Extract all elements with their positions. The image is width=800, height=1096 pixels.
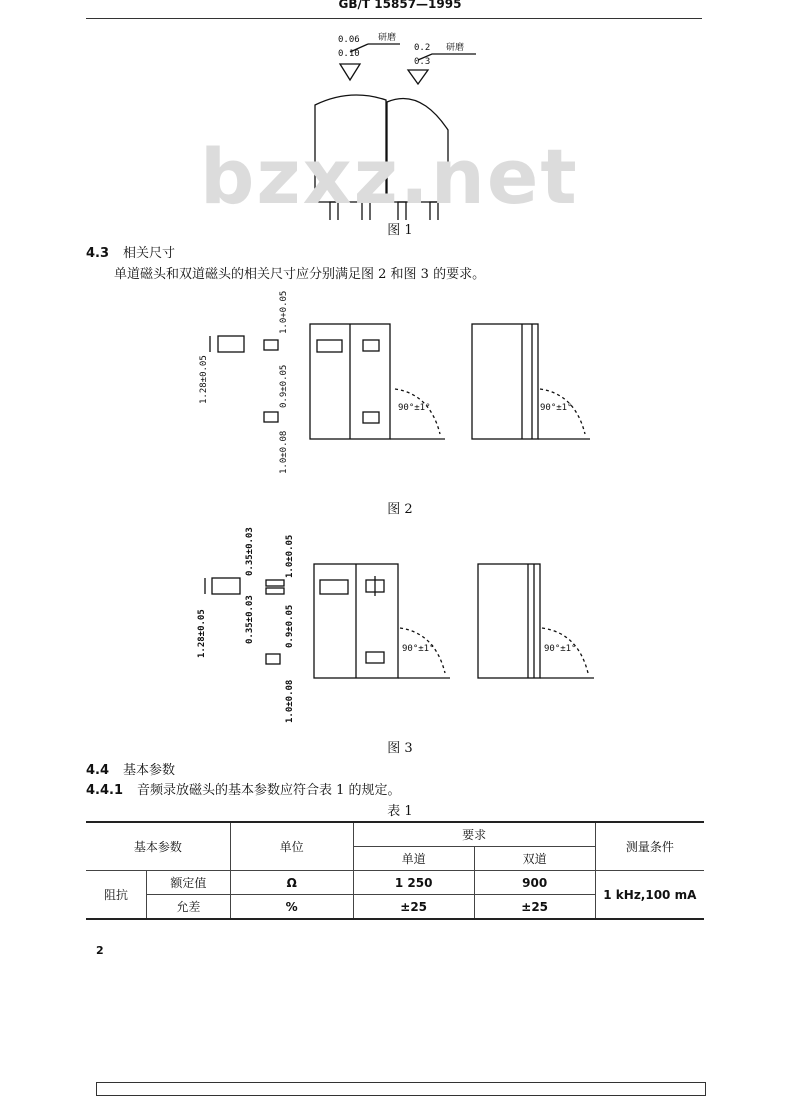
figure-1-caption: 图 1 [387,223,413,238]
fig3-dim-b: 0.35±0.03 [245,595,255,644]
header-single: 单道 [353,847,474,871]
watermark: bzxz.net [200,132,579,221]
row-double: ±25 [474,895,595,920]
header-unit: 单位 [230,822,353,871]
table-1-caption: 表 1 [387,804,413,819]
row-unit: Ω [230,871,353,895]
row-single: ±25 [353,895,474,920]
header-double: 双道 [474,847,595,871]
figure-2 [0,284,800,484]
section-number: 4.4.1 [86,783,124,798]
header-param: 基本参数 [86,822,230,871]
row-group-impedance: 阻抗 [86,871,147,920]
bottom-frame [96,1082,706,1096]
fig3-dim-bottom: 1.0±0.08 [285,679,295,723]
figure-3-caption: 图 3 [387,741,413,756]
standard-number: GB/T 15857—1995 [338,0,462,11]
section-4-3-heading [86,242,175,261]
fig3-dim-height: 1.28±0.05 [197,609,207,658]
fig3-dim-a: 0.35±0.03 [245,527,255,576]
fig1-tol-left-label: 研磨 [378,33,397,43]
section-title: 基本参数 [123,763,176,778]
fig1-tol-right-label: 研磨 [446,43,465,53]
fig2-dim-top: 1.0+0.05 [279,290,289,334]
section-title: 相关尺寸 [123,246,176,261]
fig1-tol-right-bottom: 0.3 [414,57,431,67]
section-4-4-1 [86,779,401,798]
section-4-4-heading [86,759,175,778]
fig3-angle-side: 90°±1° [544,644,577,654]
row-unit: % [230,895,353,920]
row-single: 1 250 [353,871,474,895]
fig3-dim-top: 1.0±0.05 [285,534,295,578]
fig1-tol-right-top: 0.2 [414,43,431,53]
fig2-angle-front: 90°±1° [398,403,431,413]
fig2-dim-gap: 0.9±0.05 [279,364,289,408]
fig2-dim-height: 1.28±0.05 [199,355,209,404]
table-1 [86,821,704,920]
fig1-tol-left-bottom: 0.10 [338,49,360,59]
row-name: 额定值 [147,871,231,895]
section-number: 4.3 [86,246,110,261]
fig3-dim-gap: 0.9±0.05 [285,604,295,648]
header-condition: 测量条件 [595,822,704,871]
section-number: 4.4 [86,763,110,778]
fig2-dim-bottom: 1.0±0.08 [279,430,289,474]
table-row [86,871,704,895]
row-double: 900 [474,871,595,895]
page-header [0,0,800,18]
section-4-3-text: 单道磁头和双道磁头的相关尺寸应分别满足图 2 和图 3 的要求。 [114,267,486,282]
row-condition: 1 kHz,100 mA [595,871,704,920]
page-number: 2 [96,944,104,957]
header-requirement: 要求 [353,822,595,847]
figure-2-caption: 图 2 [387,502,413,517]
fig1-tol-left-top: 0.06 [338,35,360,45]
fig3-angle-front: 90°±1° [402,644,435,654]
section-text: 音频录放磁头的基本参数应符合表 1 的规定。 [137,783,401,798]
figure-3 [0,518,800,728]
fig2-angle-side: 90°±1° [540,403,573,413]
row-name: 允差 [147,895,231,920]
header-rule [86,18,702,19]
